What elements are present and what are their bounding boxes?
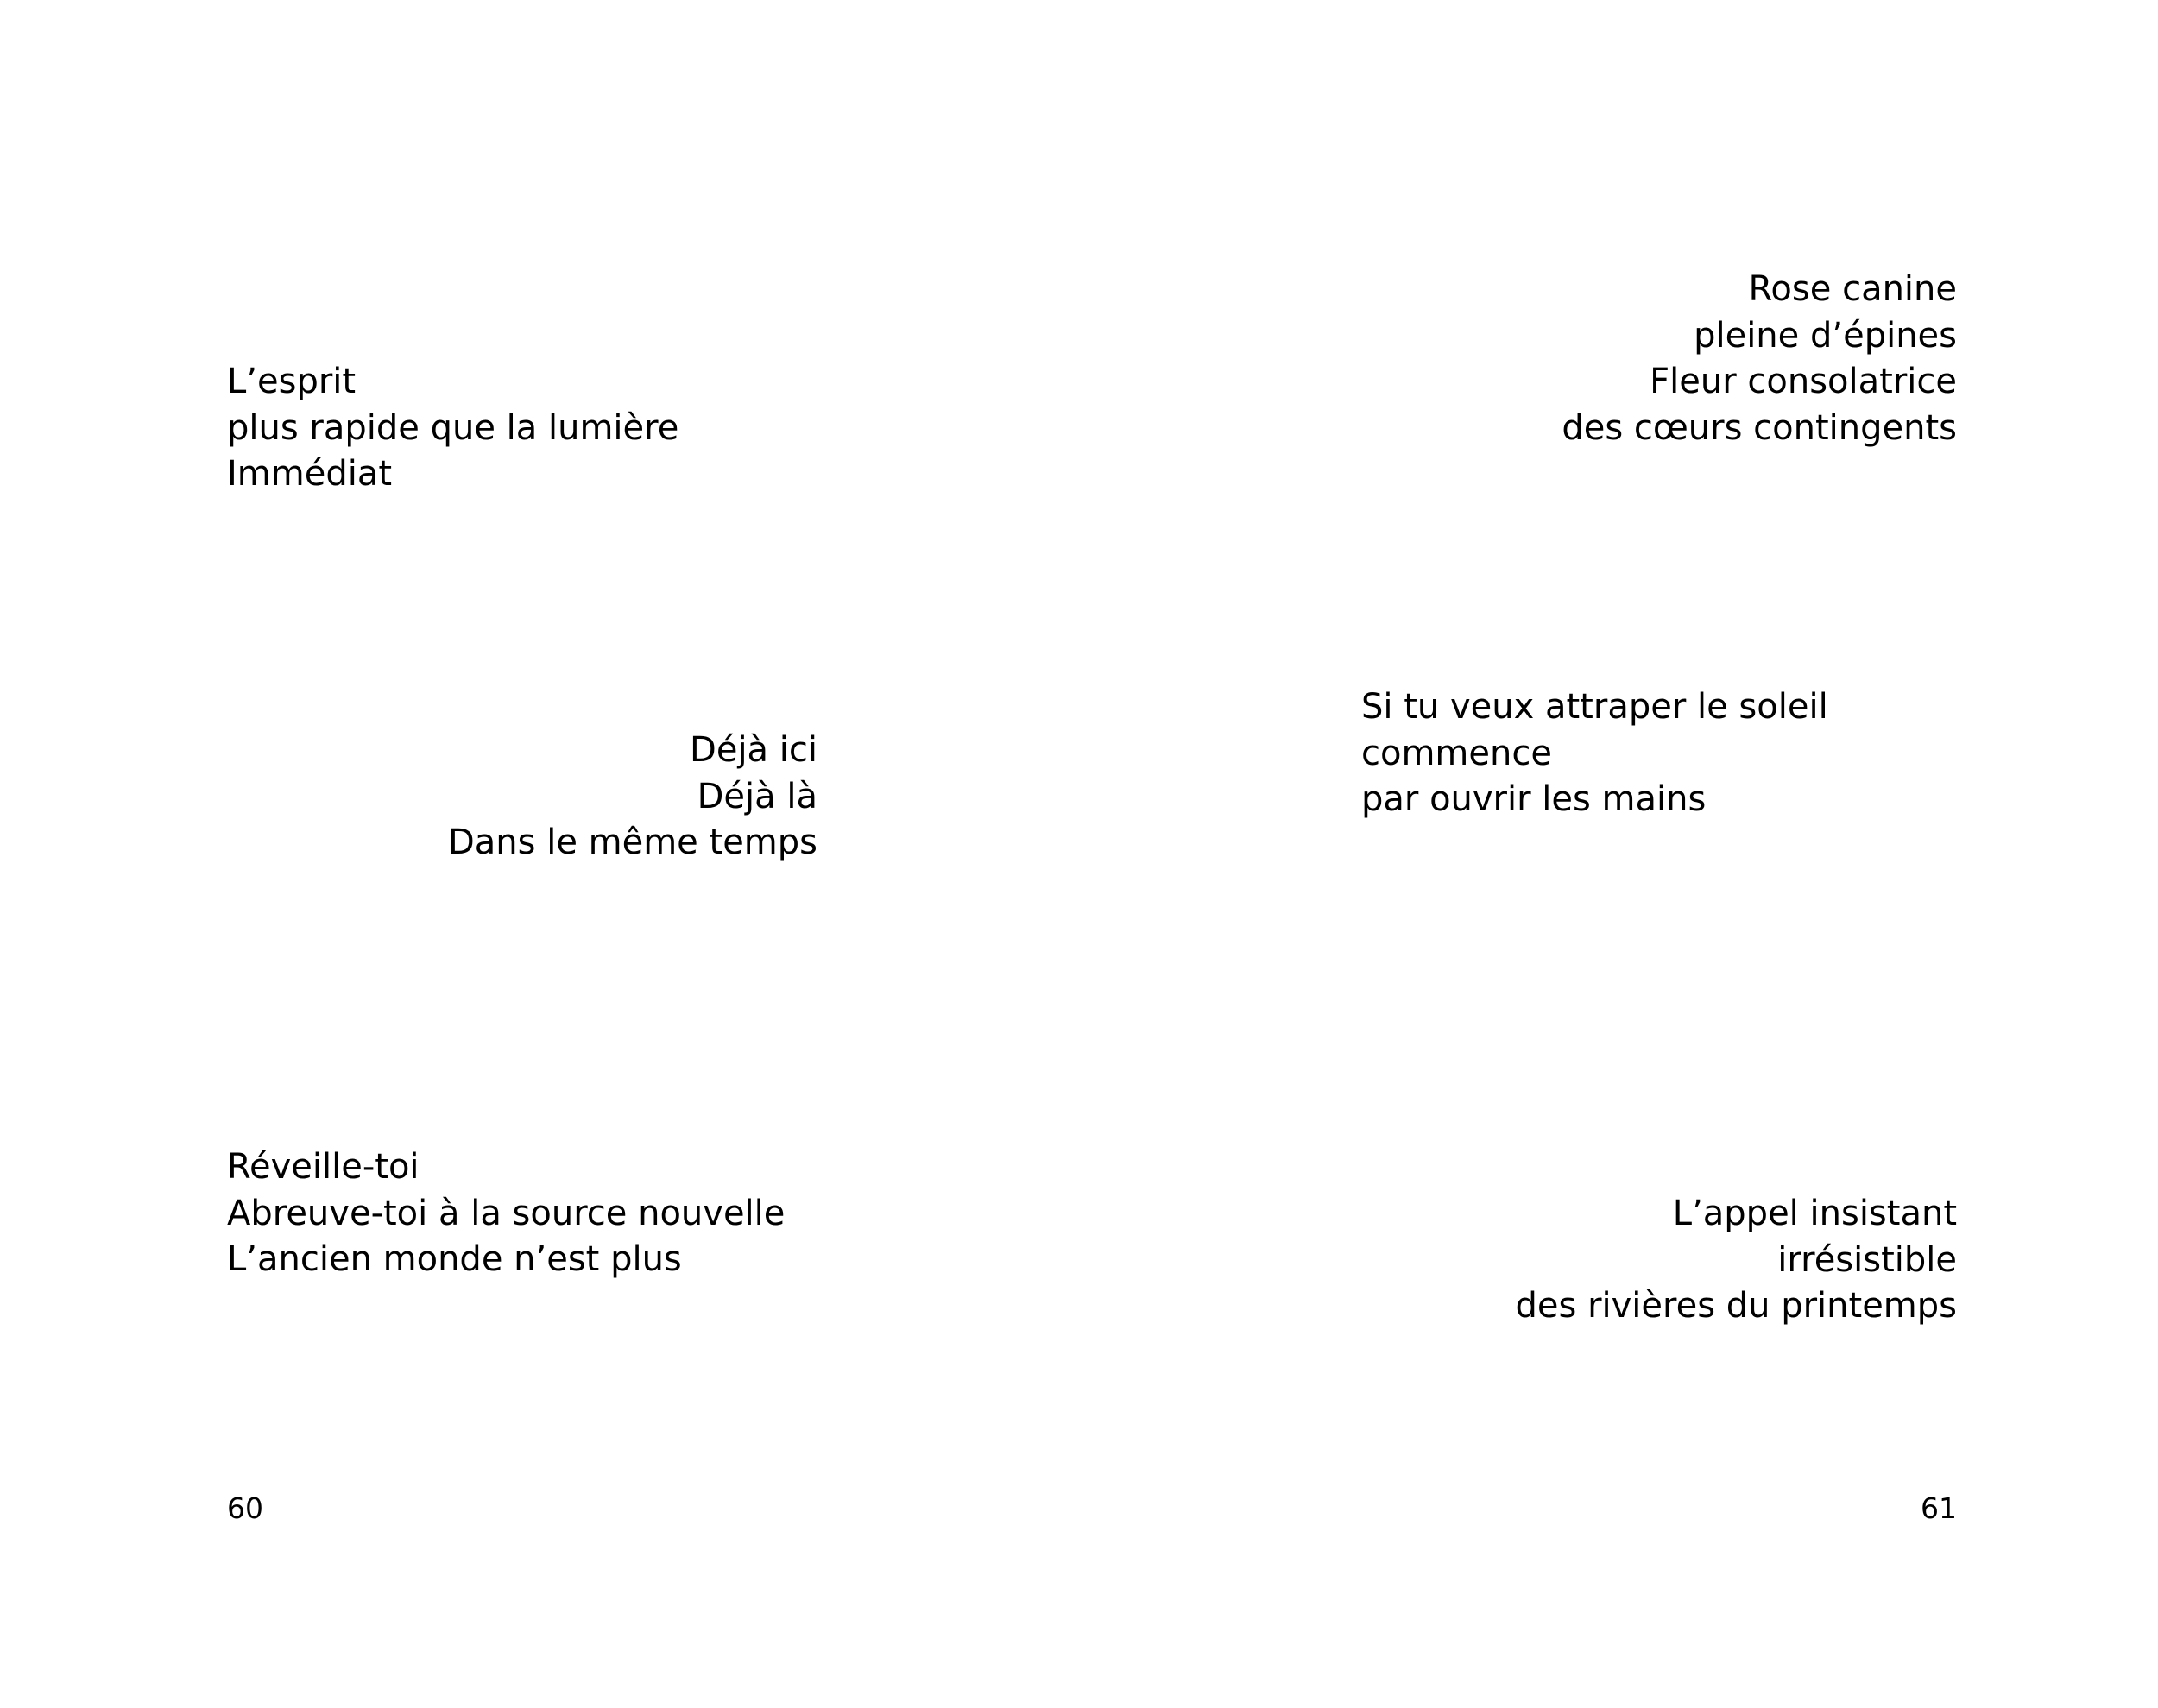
poem-rose-canine xyxy=(1562,267,1957,451)
poem-line: L’esprit xyxy=(227,362,357,401)
poem-deja-ici xyxy=(448,728,817,867)
poem-line: Dans le même temps xyxy=(447,822,817,862)
poem-esprit xyxy=(227,359,678,498)
poem-line: Rose canine xyxy=(1748,269,1957,309)
poem-line: irrésistible xyxy=(1777,1239,1957,1280)
poem-line: Déjà ici xyxy=(690,730,817,770)
poem-line: par ouvrir les mains xyxy=(1361,779,1707,819)
poem-line: des cœurs contingents xyxy=(1562,407,1957,448)
poem-soleil xyxy=(1361,684,1828,823)
poem-line: Déjà là xyxy=(697,776,817,816)
page-number-right: 61 xyxy=(1921,1491,1957,1525)
poem-line: pleine d’épines xyxy=(1694,315,1957,356)
poem-line: plus rapide que la lumière xyxy=(227,407,679,448)
right-page xyxy=(1079,0,2158,1708)
poem-line: des rivières du printemps xyxy=(1515,1286,1957,1326)
poem-line: L’ancien monde n’est plus xyxy=(227,1239,682,1279)
poem-line: Si tu veux attraper le soleil xyxy=(1361,687,1828,727)
poem-line: Réveille-toi xyxy=(227,1147,420,1187)
poem-reveille-toi xyxy=(227,1144,785,1283)
poem-line: Abreuve-toi à la source nouvelle xyxy=(227,1193,786,1233)
page-number-left: 60 xyxy=(227,1491,263,1525)
poem-line: Fleur consolatrice xyxy=(1650,362,1957,401)
poem-line: Immédiat xyxy=(227,454,393,494)
poem-line: commence xyxy=(1361,733,1552,773)
poem-line: L’appel insistant xyxy=(1672,1194,1957,1233)
poem-appel xyxy=(1516,1191,1957,1330)
